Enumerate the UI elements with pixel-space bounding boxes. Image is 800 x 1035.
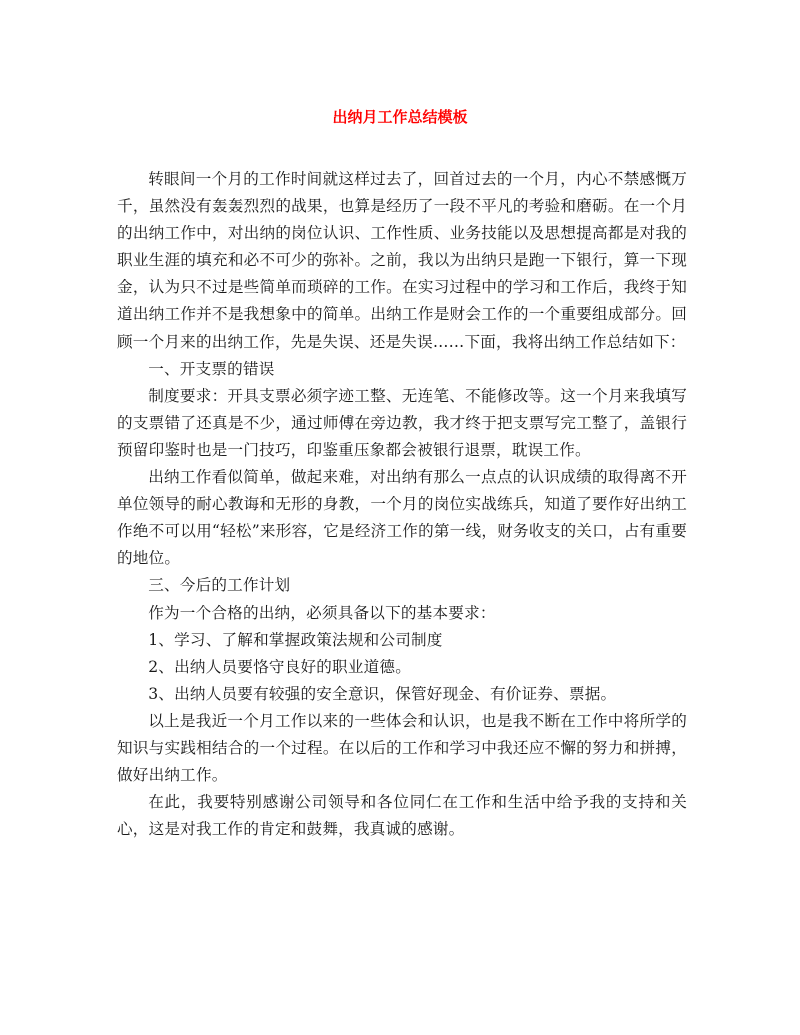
document-body: [117, 166, 687, 843]
section-heading-future-plan: 三、今后的工作计划: [148, 576, 291, 595]
document-title: 出纳月工作总结模板: [332, 108, 468, 126]
list-item-requirement-2: 2、出纳人员要恪守良好的职业道德。: [148, 657, 412, 676]
paragraph-cheque-rules: 制度要求：开具支票必须字迹工整、无连笔、不能修改等。这一个月来我填写的支票错了还真是不少，通过师傅在旁边教，我才终于把支票写完工整了，盖银行预留印鉴时也是一门技巧，印鉴重压象都会被银行退票，耽误工作。: [117, 386, 687, 459]
paragraph-reflection: 出纳工作看似简单，做起来难，对出纳有那么一点点的认识成绩的取得离不开单位领导的耐心教诲和无形的身教，一个月的岗位实战练兵，知道了要作好出纳工作绝不可以用“轻松”来形容，它是经济工作的第一线，财务收支的关口，占有重要的地位。: [117, 468, 687, 568]
list-item-requirement-3: 3、出纳人员要有较强的安全意识，保管好现金、有价证券、票据。: [148, 684, 617, 703]
paragraph-intro: 转眼间一个月的工作时间就这样过去了，回首过去的一个月，内心不禁感慨万千，虽然没有轰轰烈烈的战果，也算是经历了一段不平凡的考验和磨砺。在一个月的出纳工作中，对出纳的岗位认识、工作性质、业务技能以及思想提高都是对我的职业生涯的填充和必不可少的弥补。之前，我以为出纳只是跑一下银行，算一下现金，认为只不过是些简单而琐碎的工作。在实习过程中的学习和工作后，我终于知道出纳工作并不是我想象中的简单。出纳工作是财会工作的一个重要组成部分。回顾一个月来的出纳工作，先是失误、还是失误……下面，我将出纳工作总结如下：: [117, 170, 687, 351]
paragraph-thanks: 在此，我要特别感谢公司领导和各位同仁在工作和生活中给予我的支持和关心，这是对我工作的肯定和鼓舞，我真诚的感谢。: [117, 793, 687, 839]
paragraph-summary: 以上是我近一个月工作以来的一些体会和认识，也是我不断在工作中将所学的知识与实践相结合的一个过程。在以后的工作和学习中我还应不懈的努力和拼搏，做好出纳工作。: [117, 711, 687, 785]
paragraph-requirements-intro: 作为一个合格的出纳，必须具备以下的基本要求：: [148, 603, 496, 622]
section-heading-cheque-errors: 一、开支票的错误: [148, 359, 275, 378]
list-item-requirement-1: 1、学习、了解和掌握政策法规和公司制度: [148, 630, 443, 649]
